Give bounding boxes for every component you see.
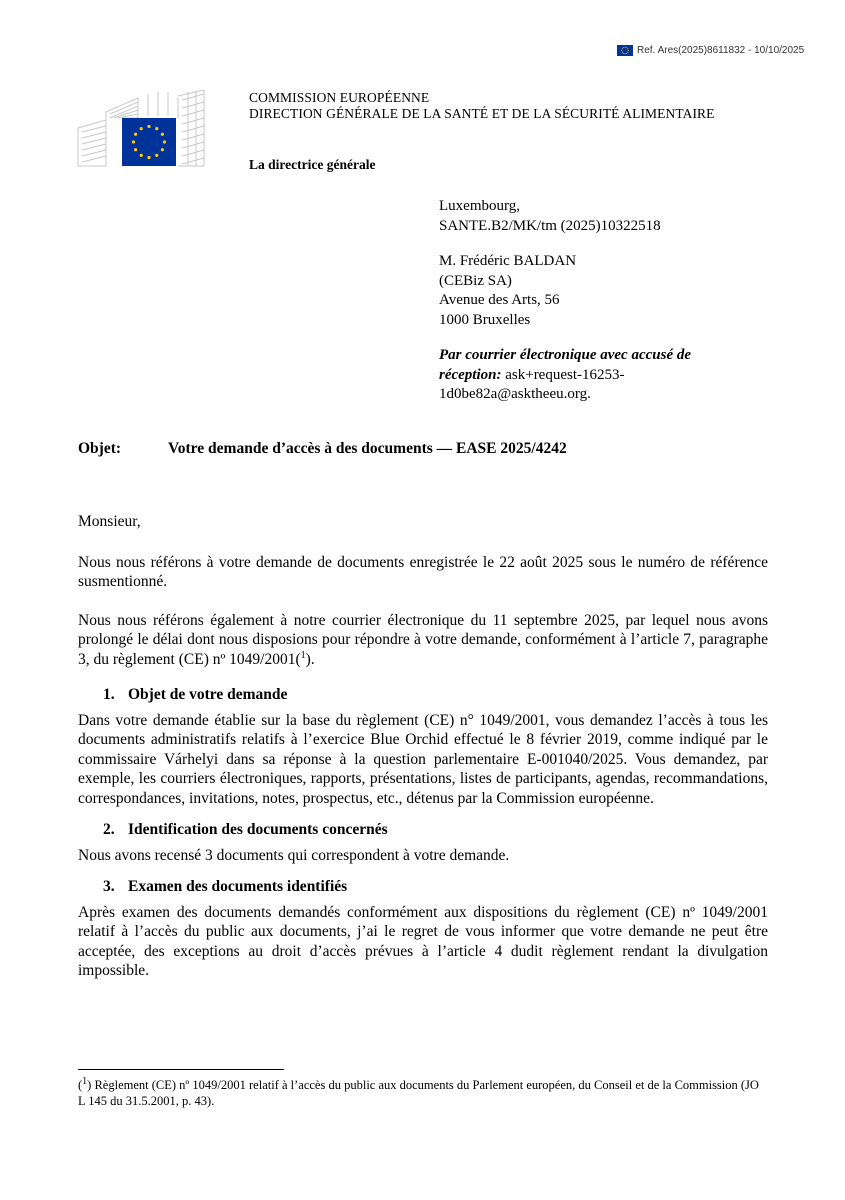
delivery-email-cont: 1d0be82a@asktheeu.org. — [439, 386, 591, 402]
salutation: Monsieur, — [78, 513, 141, 530]
recipient-street: Avenue des Arts, 56 — [439, 292, 560, 308]
section-heading-1: 1. Objet de votre demande — [103, 686, 288, 703]
file-reference: SANTE.B2/MK/tm (2025)10322518 — [439, 217, 661, 234]
subject-text: Votre demande d’accès à des documents — EASE 2025/4242 — [168, 440, 567, 457]
subject-line — [78, 440, 567, 458]
reference-text: Ref. Ares(2025)8611832 - 10/10/2025 — [637, 45, 805, 56]
commission-building-icon — [76, 88, 208, 168]
signatory-title: La directrice générale — [249, 157, 376, 172]
section-text-3: Après examen des documents demandés conformément aux dispositions du règlement (CE) nº 1049/2001 relatif à l’accès du public aux documents, j’ai le regret de vous informer que votre demande ne peut être acceptée, des exceptions au droit d’accès prévues à l’article 4 dudit règlement rendant la divulgation impossible. — [78, 903, 768, 979]
recipient-name: M. Frédéric BALDAN — [439, 253, 577, 269]
letter-body — [78, 512, 768, 991]
paragraph-1: Nous nous référons à votre demande de documents enregistrée le 22 août 2025 sous le numéro de référence susmentionné. — [78, 553, 768, 590]
address-block — [439, 197, 691, 405]
footnote: ($^1$) Règlement (CE) nº 1049/2001 relatif à l’accès du public aux documents du Parlement européen, du Conseil et de la Commission (JO L 145 du 31.5.2001, p. 43). — [78, 1075, 759, 1108]
reference-stamp — [617, 45, 804, 56]
section-text-2: Nous avons recensé 3 documents qui correspondent à votre demande. — [78, 846, 510, 864]
place: Luxembourg, — [439, 198, 520, 214]
footnote-divider — [78, 1069, 284, 1070]
recipient-city: 1000 Bruxelles — [439, 311, 531, 328]
footnote-text: Règlement (CE) nº 1049/2001 relatif à l’accès du public aux documents du Parlement européen, du Conseil et de la Commission (JO L 145 du 31.5.2001, p. 43). — [78, 1078, 759, 1108]
paragraph-2: Nous nous référons également à notre courrier électronique du 11 septembre 2025, par lequel nous avons prolongé le délai dont nous disposions pour répondre à votre demande, conformément à l’article 7, paragraphe 3, du règlement (CE) nº 1049/2001($^1$). — [78, 611, 768, 668]
recipient-company: (CEBiz SA) — [439, 272, 512, 289]
delivery-method: Par courrier électronique avec accusé de — [439, 347, 692, 363]
institution-name: COMMISSION EUROPÉENNE — [249, 90, 430, 105]
section-heading-3: 3. Examen des documents identifiés — [103, 878, 348, 895]
footnote-ref: 1 — [300, 649, 306, 661]
european-commission-logo — [76, 88, 208, 173]
eu-flag-icon — [617, 45, 633, 56]
directorate-name: DIRECTION GÉNÉRALE DE LA SANTÉ ET DE LA SÉCURITÉ ALIMENTAIRE — [249, 106, 715, 121]
delivery-email: réception: ask+request-16253- — [439, 366, 625, 383]
section-text-1: Dans votre demande établie sur la base du règlement (CE) n° 1049/2001, vous demandez l’accès à tous les documents administratifs relatifs à l’exercice Blue Orchid effectué le 8 février 2019, comme indiqué par le commissaire Várhelyi dans sa réponse à la question parlementaire E-001040/2025. Vous demandez, par exemple, les courriers électroniques, rapports, présentations, listes de participants, agendas, recommandations, correspondances, invitations, notes, prospectus, etc., détenus par la Commission européenne. — [78, 711, 768, 807]
section-heading-2: 2. Identification des documents concernés — [103, 821, 388, 838]
letterhead — [249, 90, 715, 122]
footnote-marker: 1 — [82, 1075, 88, 1087]
subject-label: Objet: — [78, 440, 122, 457]
